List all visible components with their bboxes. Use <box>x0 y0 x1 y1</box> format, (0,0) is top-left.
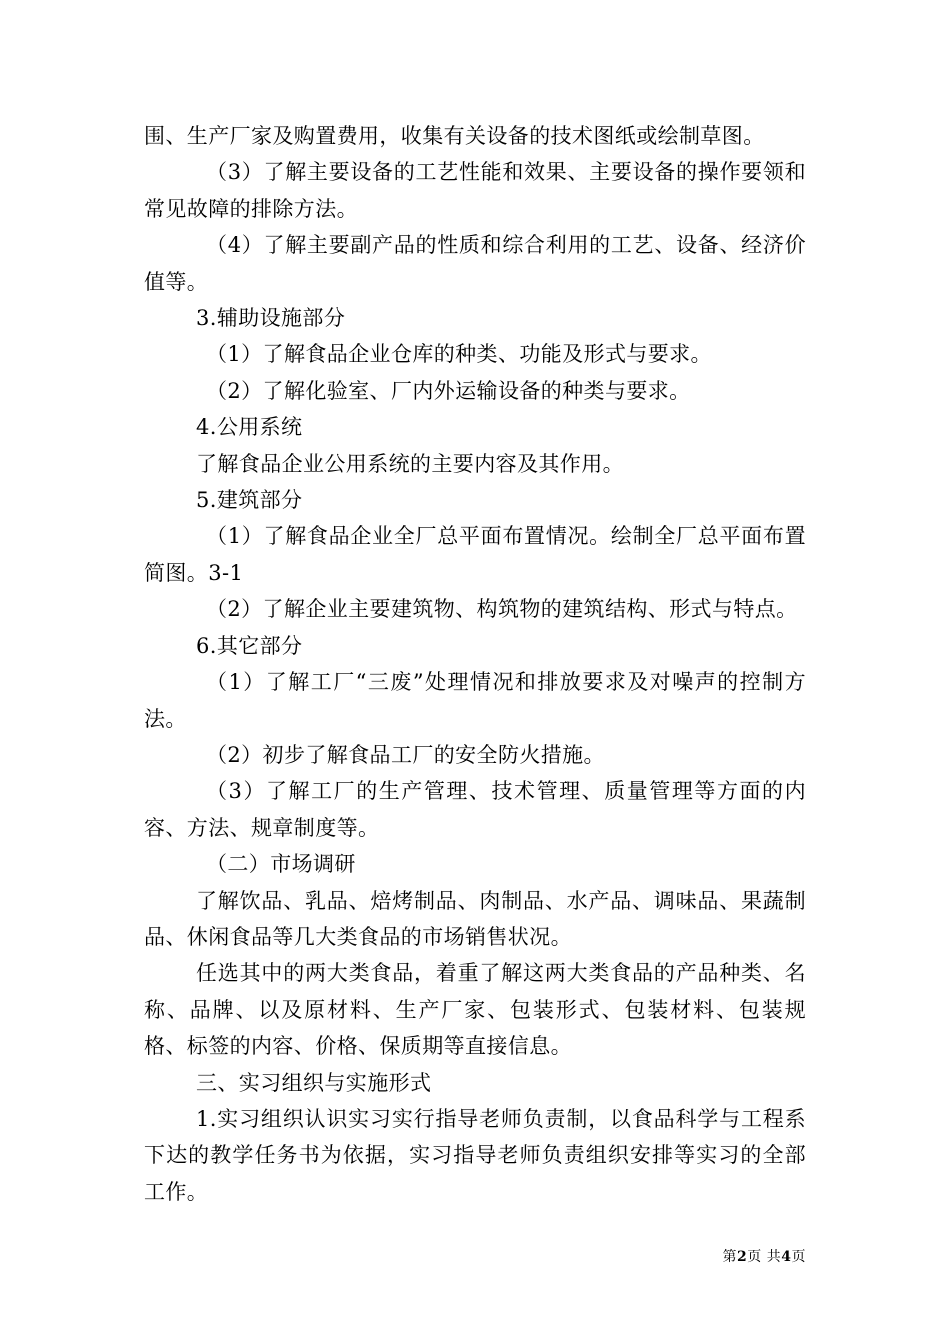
section-heading: 6.其它部分 <box>196 633 303 658</box>
paragraph: 任选其中的两大类食品，着重了解这两大类食品的产品种类、名称、品牌、以及原材料、生产厂家、包装形式、包装材料、包装规格、标签的内容、价格、保质期等直接信息。 <box>144 961 806 1059</box>
paragraph: （2）了解化验室、厂内外运输设备的种类与要求。 <box>206 378 691 403</box>
footer-suffix: 页 <box>791 1249 806 1265</box>
section-heading: 5.建筑部分 <box>196 488 303 513</box>
footer-middle: 页 共 <box>747 1249 782 1265</box>
section-heading: 三、实习组织与实施形式 <box>196 1070 432 1095</box>
section-heading: 4.公用系统 <box>196 415 303 440</box>
paragraph: 了解食品企业公用系统的主要内容及其作用。 <box>196 451 624 476</box>
footer-prefix: 第 <box>722 1249 738 1265</box>
section-heading: （二）市场调研 <box>206 852 356 877</box>
total-page-number: 4 <box>781 1249 792 1265</box>
paragraph: （1）了解工厂“三废”处理情况和排放要求及对噪声的控制方法。 <box>144 670 806 731</box>
document-body <box>144 118 806 1210</box>
paragraph: （2）初步了解食品工厂的安全防火措施。 <box>206 742 605 767</box>
paragraph: （3）了解工厂的生产管理、技术管理、质量管理等方面的内容、方法、规章制度等。 <box>144 779 806 840</box>
paragraph: （3）了解主要设备的工艺性能和效果、主要设备的操作要领和常见故障的排除方法。 <box>144 160 806 221</box>
paragraph: 了解饮品、乳品、焙烤制品、肉制品、水产品、调味品、果蔬制品、休闲食品等几大类食品的市场销售状况。 <box>144 888 806 949</box>
paragraph: （1）了解食品企业全厂总平面布置情况。绘制全厂总平面布置简图。3-1 <box>144 524 806 585</box>
paragraph: （2）了解企业主要建筑物、构筑物的建筑结构、形式与特点。 <box>206 597 798 622</box>
section-heading: 3.辅助设施部分 <box>196 306 346 331</box>
paragraph: （1）了解食品企业仓库的种类、功能及形式与要求。 <box>206 342 712 367</box>
paragraph: 1.实习组织认识实习实行指导老师负责制，以食品科学与工程系下达的教学任务书为依据，实习指导老师负责组织安排等实习的全部工作。 <box>144 1106 806 1204</box>
current-page-number: 2 <box>737 1249 748 1265</box>
paragraph: （4）了解主要副产品的性质和综合利用的工艺、设备、经济价值等。 <box>144 233 806 294</box>
paragraph: 围、生产厂家及购置费用，收集有关设备的技术图纸或绘制草图。 <box>144 124 765 148</box>
page-number-footer <box>723 1246 806 1266</box>
